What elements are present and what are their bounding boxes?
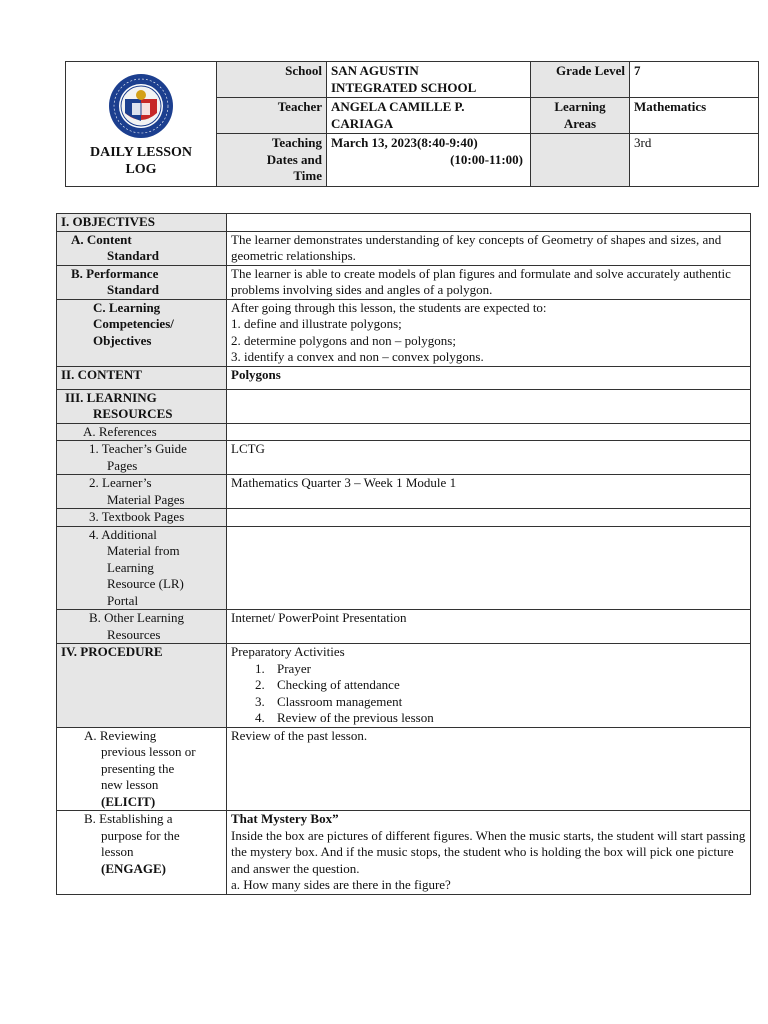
- additional-material-label: [57, 526, 227, 610]
- competency-item: 3. identify a convex and non – convex polygons.: [231, 349, 484, 364]
- learning-resources-heading: [57, 389, 227, 423]
- list-item: [231, 694, 746, 711]
- performance-standard-label-line2: Standard: [107, 282, 160, 297]
- performance-standard-label-line1: B. Performance: [71, 265, 159, 281]
- table-row: [57, 389, 751, 423]
- performance-standard-value: The learner is able to create models of plan figures and formulate and solve accurately authentic problems involving sides and angles of a polygon.: [227, 265, 751, 299]
- teaching-dates-label: [217, 134, 327, 187]
- teachers-guide-label: [57, 441, 227, 475]
- competencies-label: [57, 299, 227, 366]
- mystery-box-text: Inside the box are pictures of different figures. When the music starts, the student will start passing the mystery box. And if the music stops, the student who is holding the box will pick one picture and answer the question.: [231, 827, 746, 876]
- content-standard-label: [57, 231, 227, 265]
- content-standard-label-line2: Standard: [107, 248, 160, 263]
- establishing-value: [227, 811, 751, 895]
- teacher-line2: CARIAGA: [331, 115, 394, 131]
- grade-level-label: Grade Level: [531, 62, 630, 98]
- reviewing-label-line2: previous lesson or: [101, 744, 196, 759]
- other-resources-value: Internet/ PowerPoint Presentation: [227, 610, 751, 644]
- dll-title-line1: DAILY LESSON: [89, 144, 193, 160]
- procedure-heading: IV. PROCEDURE: [57, 644, 227, 728]
- other-resources-label-line1: B. Other Learning: [89, 610, 184, 625]
- table-row: [57, 644, 751, 728]
- teaching-dates-value: [327, 134, 531, 187]
- learning-resources-heading-line1: III. LEARNING: [65, 389, 157, 405]
- table-row: [57, 299, 751, 366]
- learners-material-label: [57, 475, 227, 509]
- preparatory-list: [231, 661, 746, 727]
- teaching-dates-line1: March 13, 2023(8:40-9:40): [331, 135, 478, 150]
- list-text: Classroom management: [277, 693, 403, 709]
- learning-resources-heading-line2: RESOURCES: [93, 406, 173, 421]
- establishing-label-line3: lesson: [101, 844, 134, 859]
- lesson-plan-table: [56, 213, 751, 895]
- references-label: A. References: [57, 423, 227, 441]
- other-resources-label: [57, 610, 227, 644]
- table-row: [57, 265, 751, 299]
- table-row: [57, 610, 751, 644]
- competencies-value: [227, 299, 751, 366]
- establishing-label-line1: B. Establishing a: [84, 811, 173, 826]
- reviewing-label-line1: A. Reviewing: [84, 727, 157, 743]
- list-number: 2.: [255, 677, 265, 692]
- list-number: 3.: [255, 693, 265, 709]
- school-line2: INTEGRATED SCHOOL: [331, 79, 477, 95]
- teaching-dates-label-line1: Teaching: [271, 135, 322, 150]
- table-row: [57, 366, 751, 389]
- competencies-label-line1: C. Learning: [93, 299, 161, 315]
- reviewing-label-line4: new lesson: [101, 777, 159, 792]
- additional-material-label-line4: Resource (LR): [107, 576, 184, 591]
- teachers-guide-label-line2: Pages: [107, 457, 138, 473]
- daily-lesson-log-title-cell: [66, 62, 217, 187]
- additional-material-label-line1: 4. Additional: [89, 526, 157, 542]
- competencies-label-line3: Objectives: [93, 332, 152, 348]
- learners-material-label-line2: Material Pages: [107, 491, 185, 507]
- grade-level-value: 7: [630, 62, 759, 98]
- engage-tag: (ENGAGE): [101, 860, 166, 876]
- elicit-tag: (ELICIT): [101, 793, 156, 809]
- reviewing-label: [57, 727, 227, 811]
- reviewing-label-line3: presenting the: [101, 760, 175, 776]
- learners-material-label-line1: 2. Learner’s: [89, 475, 152, 490]
- reviewing-value: Review of the past lesson.: [227, 727, 751, 811]
- learning-areas-label-line1: Learning: [554, 99, 606, 114]
- deped-seal-logo: [108, 73, 174, 139]
- list-item: [231, 677, 746, 694]
- school-line1: SAN AGUSTIN: [331, 63, 419, 78]
- mystery-box-title: That Mystery Box”: [231, 811, 339, 826]
- dll-title-line2: LOG: [125, 161, 157, 177]
- header-table: [65, 61, 759, 187]
- table-row: [57, 231, 751, 265]
- list-text: Review of the previous lesson: [277, 710, 434, 725]
- table-row: [57, 526, 751, 610]
- establishing-label: [57, 811, 227, 895]
- textbook-pages-label: 3. Textbook Pages: [57, 509, 227, 527]
- competencies-label-line2: Competencies/: [93, 316, 174, 331]
- list-number: 1.: [255, 660, 265, 676]
- teacher-label: Teacher: [217, 98, 327, 134]
- preparatory-title: Preparatory Activities: [231, 644, 345, 659]
- teaching-dates-label-line2: Dates and: [266, 151, 322, 167]
- table-row: [57, 214, 751, 232]
- quarter-value: 3rd: [630, 134, 759, 187]
- list-number: 4.: [255, 710, 265, 725]
- references-empty-cell: [227, 423, 751, 441]
- school-label: School: [217, 62, 327, 98]
- procedure-value: [227, 644, 751, 728]
- additional-material-label-line3: Learning: [107, 559, 154, 575]
- content-standard-value: The learner demonstrates understanding of key concepts of Geometry of shapes and sizes, and geometric relationships.: [227, 231, 751, 265]
- mystery-box-question: a. How many sides are there in the figure?: [231, 877, 451, 892]
- objectives-heading: I. OBJECTIVES: [57, 214, 227, 232]
- establishing-label-line2: purpose for the: [101, 827, 180, 843]
- competency-item: 1. define and illustrate polygons;: [231, 316, 402, 331]
- teachers-guide-label-line1: 1. Teacher’s Guide: [89, 441, 187, 456]
- textbook-pages-empty-cell: [227, 509, 751, 527]
- teaching-dates-label-line3: Time: [293, 168, 322, 183]
- learners-material-value: Mathematics Quarter 3 – Week 1 Module 1: [227, 475, 751, 509]
- teacher-line1: ANGELA CAMILLE P.: [331, 99, 465, 114]
- content-standard-label-line1: A. Content: [71, 231, 132, 247]
- additional-material-label-line2: Material from: [107, 543, 180, 558]
- table-row: [57, 811, 751, 895]
- performance-standard-label: [57, 265, 227, 299]
- objectives-empty-cell: [227, 214, 751, 232]
- content-heading: II. CONTENT: [57, 366, 227, 389]
- quarter-label-cell: [531, 134, 630, 187]
- learning-areas-value: Mathematics: [630, 98, 759, 134]
- table-row: [57, 727, 751, 811]
- list-item: [231, 710, 746, 727]
- teaching-dates-line2: (10:00-11:00): [450, 151, 523, 167]
- school-value: [327, 62, 531, 98]
- list-item: [231, 661, 746, 678]
- learning-areas-label-line2: Areas: [563, 115, 597, 131]
- table-row: [57, 475, 751, 509]
- additional-material-label-line5: Portal: [107, 592, 139, 608]
- table-row: [57, 423, 751, 441]
- other-resources-label-line2: Resources: [107, 626, 161, 642]
- table-row: [57, 441, 751, 475]
- competencies-intro: After going through this lesson, the students are expected to:: [231, 299, 547, 315]
- learning-resources-empty-cell: [227, 389, 751, 423]
- teacher-value: [327, 98, 531, 134]
- competency-item: 2. determine polygons and non – polygons;: [231, 332, 456, 348]
- teachers-guide-value: LCTG: [227, 441, 751, 475]
- learning-areas-label: [531, 98, 630, 134]
- list-text: Checking of attendance: [277, 677, 400, 692]
- table-row: [57, 509, 751, 527]
- content-value: Polygons: [227, 366, 751, 389]
- list-text: Prayer: [277, 660, 311, 676]
- additional-material-empty-cell: [227, 526, 751, 610]
